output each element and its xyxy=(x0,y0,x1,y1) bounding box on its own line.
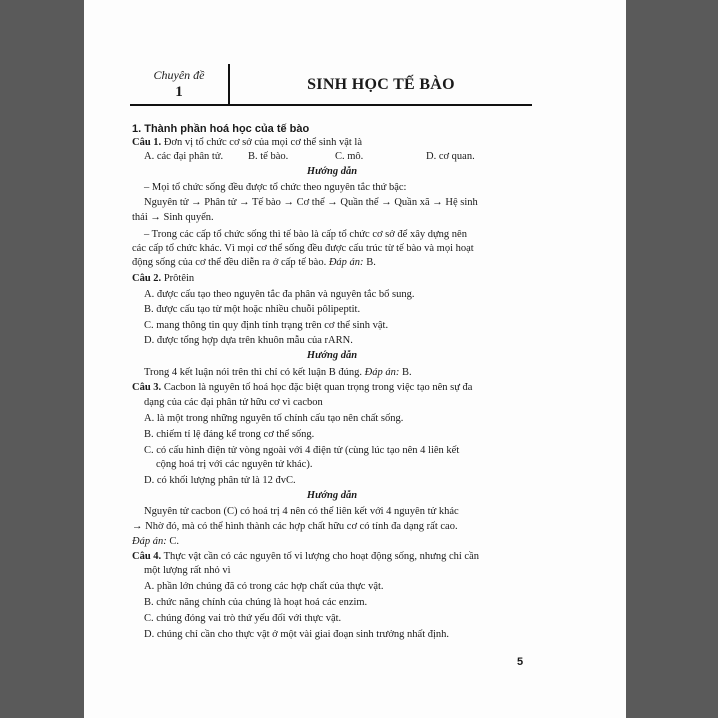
answer-value: B. xyxy=(366,257,376,268)
option-b: B. chiếm tỉ lệ đáng kể trong cơ thể sống. xyxy=(144,429,315,440)
question-2 xyxy=(132,272,532,286)
section-title: 1. Thành phần hoá học của tế bào xyxy=(132,123,310,135)
answer-value: C. xyxy=(169,536,179,547)
question-text: dạng của các đại phân tử hữu cơ vì cacbon xyxy=(144,397,323,408)
guide-line: → Nhờ đó, mà có thể hình thành các hợp chất hữu cơ có tính đa dạng rất cao. xyxy=(132,521,458,532)
question-label: Câu 4. xyxy=(132,551,162,562)
chapter-label: Chuyên đề xyxy=(153,68,205,82)
guide-line: Nguyên tử → Phân tử → Tế bào → Cơ thể → Quần thể → Quần xã → Hệ sinh xyxy=(144,197,478,208)
guide-heading: Hướng dẫn xyxy=(306,490,358,501)
guide-text: Trong 4 kết luận nói trên thì chỉ có kết luận B đúng. xyxy=(144,367,363,378)
guide-heading: Hướng dẫn xyxy=(306,350,358,361)
question-label: Câu 3. xyxy=(132,382,162,393)
document-page xyxy=(84,0,626,718)
guide-line: – Mọi tổ chức sống đều được tổ chức theo nguyên tắc thứ bậc: xyxy=(144,182,407,193)
option-d: D. được tổng hợp dựa trên khuôn mẫu của rARN. xyxy=(144,335,353,346)
guide-line: – Trong các cấp tổ chức sống thì tế bào là cấp tổ chức cơ sở để xây dựng nên xyxy=(144,229,467,240)
option-b: B. tế bào. xyxy=(248,151,289,162)
page-number: 5 xyxy=(517,656,524,668)
right-margin-shadow xyxy=(626,0,718,718)
option-c: C. mang thông tin quy định tính trạng trên cơ thể sinh vật. xyxy=(144,320,389,331)
option-b: B. được cấu tạo từ một hoặc nhiều chuỗi pôlipeptit. xyxy=(144,304,361,315)
question-3 xyxy=(132,381,532,395)
option-c-continued: cộng hoá trị với các nguyên tử khác). xyxy=(156,459,313,470)
guide-line: thái → Sinh quyển. xyxy=(132,212,214,223)
question-text: Prôtêin xyxy=(163,273,195,284)
guide-line: Nguyên tử cacbon (C) có hoá trị 4 nên có thể liên kết với 4 nguyên tử khác xyxy=(144,506,459,517)
question-text: Thực vật cần có các nguyên tố vi lượng cho hoạt động sống, nhưng chỉ cần xyxy=(163,551,479,562)
answer-value: B. xyxy=(402,367,412,378)
chapter-number: 1 xyxy=(175,84,183,100)
option-d: D. chúng chỉ cần cho thực vật ở một vài giai đoạn sinh trưởng nhất định. xyxy=(144,629,450,640)
answer-label: Đáp án: xyxy=(364,367,400,378)
answer-label: Đáp án: xyxy=(328,257,364,268)
option-a: A. là một trong những nguyên tố chính cấu tạo nên chất sống. xyxy=(144,413,404,424)
option-c: C. có cấu hình điện tử vòng ngoài với 4 điện tử (cùng lúc tạo nên 4 liên kết xyxy=(144,445,460,456)
option-d: D. cơ quan. xyxy=(426,151,475,162)
answer-label: Đáp án: xyxy=(132,536,167,547)
question-text: một lượng rất nhỏ vì xyxy=(144,565,231,576)
guide-line xyxy=(144,366,544,380)
option-d: D. có khối lượng phân tử là 12 đvC. xyxy=(144,475,296,486)
question-label: Câu 2. xyxy=(132,273,162,284)
guide-text: động sống của cơ thể đều diễn ra ở cấp tế bào. xyxy=(132,257,327,268)
option-c: C. mô. xyxy=(335,151,364,162)
question-4 xyxy=(132,550,532,564)
option-a: A. các đại phân tử. xyxy=(144,151,224,162)
guide-line xyxy=(132,256,532,270)
left-margin-shadow xyxy=(0,0,84,718)
question-label: Câu 1. xyxy=(132,137,162,148)
guide-line: các cấp tổ chức khác. Vì mọi cơ thể sống đều được cấu trúc từ tế bào và mọi hoạt xyxy=(132,243,474,254)
option-b: B. chức năng chính của chúng là hoạt hoá các enzim. xyxy=(144,597,368,608)
option-a: A. phần lớn chúng đã có trong các hợp chất của thực vật. xyxy=(144,581,384,592)
page-content xyxy=(84,0,626,718)
question-text: Đơn vị tổ chức cơ sở của mọi cơ thể sinh vật là xyxy=(163,137,362,148)
answer-line xyxy=(132,535,532,549)
option-a: A. được cấu tạo theo nguyên tắc đa phân và nguyên tắc bổ sung. xyxy=(144,289,415,300)
question-1 xyxy=(132,136,532,150)
guide-heading: Hướng dẫn xyxy=(306,166,358,177)
chapter-title: SINH HỌC TẾ BÀO xyxy=(307,76,455,93)
question-text: Cacbon là nguyên tố hoá học đặc biệt quan trọng trong việc tạo nên sự đa xyxy=(163,382,473,393)
option-c: C. chúng đóng vai trò thứ yếu đối với thực vật. xyxy=(144,613,342,624)
